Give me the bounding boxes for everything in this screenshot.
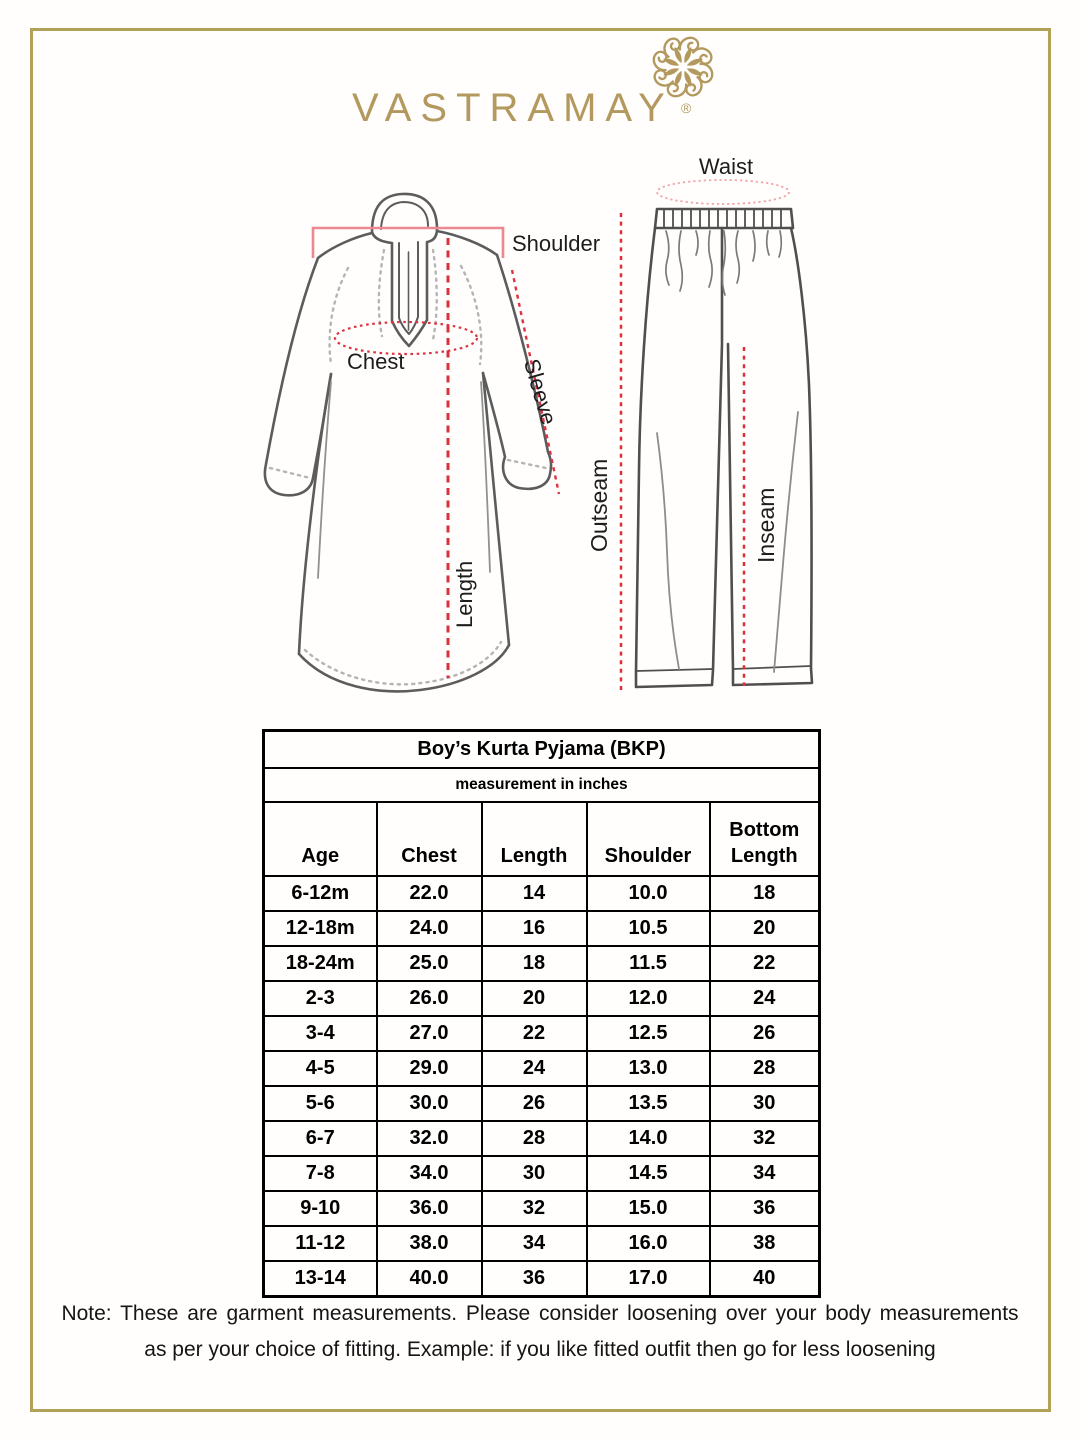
table-row [264,1261,820,1297]
table-cell: 17.0 [587,1261,710,1297]
table-cell: 32 [482,1191,587,1226]
waist-label: Waist [698,154,754,179]
table-cell: 7-8 [264,1156,377,1191]
table-cell: 30 [710,1086,820,1121]
table-cell: 12.5 [587,1016,710,1051]
table-cell: 32 [710,1121,820,1156]
table-cell: 28 [710,1051,820,1086]
outseam-label: Outseam [586,458,612,552]
pyjama-measure-marks [621,180,789,690]
table-cell: 34.0 [377,1156,482,1191]
table-cell: 14 [482,876,587,911]
column-header: Bottom Length [710,802,820,876]
table-row [264,1086,820,1121]
table-subtitle: measurement in inches [264,768,820,802]
table-cell: 11-12 [264,1226,377,1261]
note [40,1296,1040,1368]
brand-wordmark: VASTRAMAY [352,86,674,130]
shoulder-label: Shoulder [512,231,601,256]
table-cell: 20 [482,981,587,1016]
table-cell: 36 [482,1261,587,1297]
table-cell: 36.0 [377,1191,482,1226]
table-subtitle-row [264,768,820,802]
table-cell: 29.0 [377,1051,482,1086]
table-cell: 27.0 [377,1016,482,1051]
sleeve-label: Sleeve [518,356,562,428]
table-cell: 12.0 [587,981,710,1016]
table-cell: 16.0 [587,1226,710,1261]
table-cell: 34 [482,1226,587,1261]
table-cell: 18 [482,946,587,981]
table-cell: 14.0 [587,1121,710,1156]
table-cell: 32.0 [377,1121,482,1156]
table-cell: 13-14 [264,1261,377,1297]
kurta-drawing [265,194,551,691]
table-cell: 30 [482,1156,587,1191]
table-cell: 18 [710,876,820,911]
table-cell: 16 [482,911,587,946]
chest-label: Chest [347,349,405,374]
column-header: Chest [377,802,482,876]
table-cell: 5-6 [264,1086,377,1121]
table-cell: 28 [482,1121,587,1156]
column-header: Length [482,802,587,876]
table-cell: 40.0 [377,1261,482,1297]
table-row [264,1016,820,1051]
table-cell: 6-12m [264,876,377,911]
table-row [264,911,820,946]
table-cell: 15.0 [587,1191,710,1226]
table-cell: 4-5 [264,1051,377,1086]
table-row [264,946,820,981]
table-cell: 10.5 [587,911,710,946]
table-cell: 22 [710,946,820,981]
table-header-row [264,802,820,876]
table-row [264,1226,820,1261]
table-cell: 24 [710,981,820,1016]
table-cell: 26 [482,1086,587,1121]
table-cell: 24.0 [377,911,482,946]
table-row [264,1156,820,1191]
waist-measure-ellipse [657,180,789,204]
table-cell: 2-3 [264,981,377,1016]
table-cell: 9-10 [264,1191,377,1226]
table-cell: 3-4 [264,1016,377,1051]
table-cell: 26.0 [377,981,482,1016]
column-header: Age [264,802,377,876]
table-title-row [264,731,820,769]
size-table [262,729,821,1298]
table-cell: 40 [710,1261,820,1297]
table-cell: 25.0 [377,946,482,981]
table-cell: 26 [710,1016,820,1051]
table-title: Boy’s Kurta Pyjama (BKP) [264,731,820,769]
table-cell: 10.0 [587,876,710,911]
table-cell: 22 [482,1016,587,1051]
table-cell: 30.0 [377,1086,482,1121]
table-row [264,876,820,911]
note-line-2: as per your choice of fitting. Example: if you like fitted outfit then go for less loosening [144,1338,936,1361]
table-cell: 36 [710,1191,820,1226]
table-cell: 6-7 [264,1121,377,1156]
table-cell: 20 [710,911,820,946]
table-cell: 14.5 [587,1156,710,1191]
note-line-1: Note: These are garment measurements. Please consider loosening over your body measurements [61,1302,1019,1325]
table-cell: 18-24m [264,946,377,981]
column-header: Shoulder [587,802,710,876]
registered-trademark: ® [681,100,692,116]
table-cell: 13.5 [587,1086,710,1121]
table-cell: 13.0 [587,1051,710,1086]
table-cell: 38 [710,1226,820,1261]
table-row [264,1191,820,1226]
length-label: Length [452,560,477,628]
table-cell: 34 [710,1156,820,1191]
table-row [264,981,820,1016]
table-cell: 38.0 [377,1226,482,1261]
size-table-body [264,876,820,1297]
table-cell: 11.5 [587,946,710,981]
table-cell: 12-18m [264,911,377,946]
table-row [264,1121,820,1156]
pyjama-drawing [636,209,812,687]
table-cell: 24 [482,1051,587,1086]
table-row [264,1051,820,1086]
table-cell: 22.0 [377,876,482,911]
inseam-label: Inseam [753,487,779,563]
